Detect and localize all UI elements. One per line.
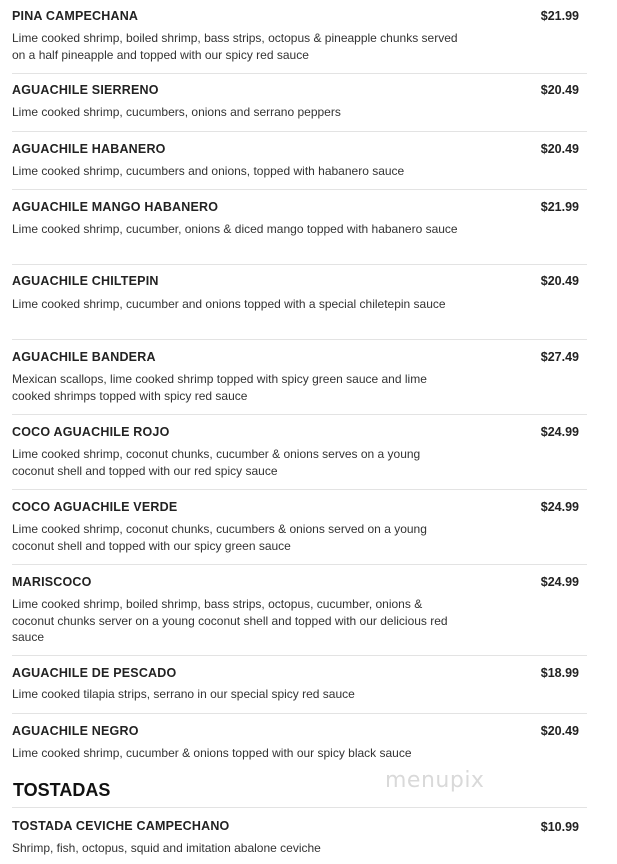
item-description: Lime cooked shrimp, cucumbers, onions and serrano peppers	[12, 105, 341, 119]
item-name: AGUACHILE SIERRENO	[12, 83, 159, 97]
menu-item	[12, 808, 587, 864]
menu-item	[12, 565, 587, 656]
menu-item	[12, 714, 587, 772]
item-name: AGUACHILE HABANERO	[12, 142, 166, 156]
item-name: AGUACHILE MANGO HABANERO	[12, 200, 219, 214]
item-description: Lime cooked shrimp, coconut chunks, cucumber & onions serves on a young coconut shell and topped with our red spicy sauce	[12, 447, 421, 478]
item-price: $21.99	[540, 9, 579, 23]
item-description: Lime cooked shrimp, cucumber, onions & diced mango topped with habanero sauce	[12, 222, 458, 236]
menu-item	[12, 490, 587, 565]
item-description: Lime cooked shrimp, cucumbers and onions, topped with habanero sauce	[12, 164, 405, 178]
item-price: $20.49	[540, 142, 579, 156]
menu-item	[12, 0, 587, 74]
item-description: Lime cooked tilapia strips, serrano in our special spicy red sauce	[12, 687, 355, 701]
menu-item	[12, 656, 587, 714]
item-name: COCO AGUACHILE VERDE	[12, 500, 178, 514]
item-name: COCO AGUACHILE ROJO	[12, 425, 170, 439]
item-name: PINA CAMPECHANA	[12, 9, 139, 23]
item-name: AGUACHILE DE PESCADO	[12, 666, 177, 680]
menu-item	[12, 190, 587, 265]
watermark-logo: menupix	[385, 768, 485, 793]
item-description: Lime cooked shrimp, boiled shrimp, bass strips, octopus, cucumber, onions & coconut chunks server on a young coconut shell and topped with our delicious red sauce	[12, 597, 448, 644]
item-name: AGUACHILE BANDERA	[12, 350, 156, 364]
item-name: MARISCOCO	[12, 575, 92, 589]
item-name: AGUACHILE NEGRO	[12, 724, 139, 738]
item-description: Lime cooked shrimp, coconut chunks, cucumbers & onions served on a young coconut shell and topped with our spicy green sauce	[12, 522, 427, 553]
item-price: $24.99	[540, 425, 579, 439]
tostadas-list	[12, 808, 587, 864]
item-description: Shrimp, fish, octopus, squid and imitation abalone ceviche	[12, 841, 321, 855]
menu-item	[12, 74, 587, 132]
section-title: TOSTADAS	[13, 780, 111, 800]
item-description: Lime cooked shrimp, cucumber and onions topped with a special chiletepin sauce	[12, 297, 446, 311]
item-name: AGUACHILE CHILTEPIN	[12, 274, 159, 288]
menu-item	[12, 340, 587, 415]
item-price: $10.99	[540, 820, 579, 834]
menu-item	[12, 265, 587, 340]
item-description: Lime cooked shrimp, cucumber & onions topped with our spicy black sauce	[12, 746, 412, 760]
item-price: $20.49	[540, 83, 579, 97]
item-description: Mexican scallops, lime cooked shrimp topped with spicy green sauce and lime cooked shrimps topped with spicy red sauce	[12, 372, 427, 403]
item-price: $20.49	[540, 274, 579, 288]
menu-item	[12, 415, 587, 490]
item-name: TOSTADA CEVICHE CAMPECHANO	[12, 819, 230, 833]
item-price: $20.49	[540, 724, 579, 738]
item-price: $27.49	[540, 350, 579, 364]
item-price: $24.99	[540, 500, 579, 514]
item-price: $21.99	[540, 200, 579, 214]
menu-list	[12, 0, 587, 772]
item-price: $24.99	[540, 575, 579, 589]
menu-item	[12, 132, 587, 190]
item-price: $18.99	[540, 666, 579, 680]
item-description: Lime cooked shrimp, boiled shrimp, bass strips, octopus & pineapple chunks served on a half pineapple and topped with our spicy red sauce	[12, 31, 458, 62]
